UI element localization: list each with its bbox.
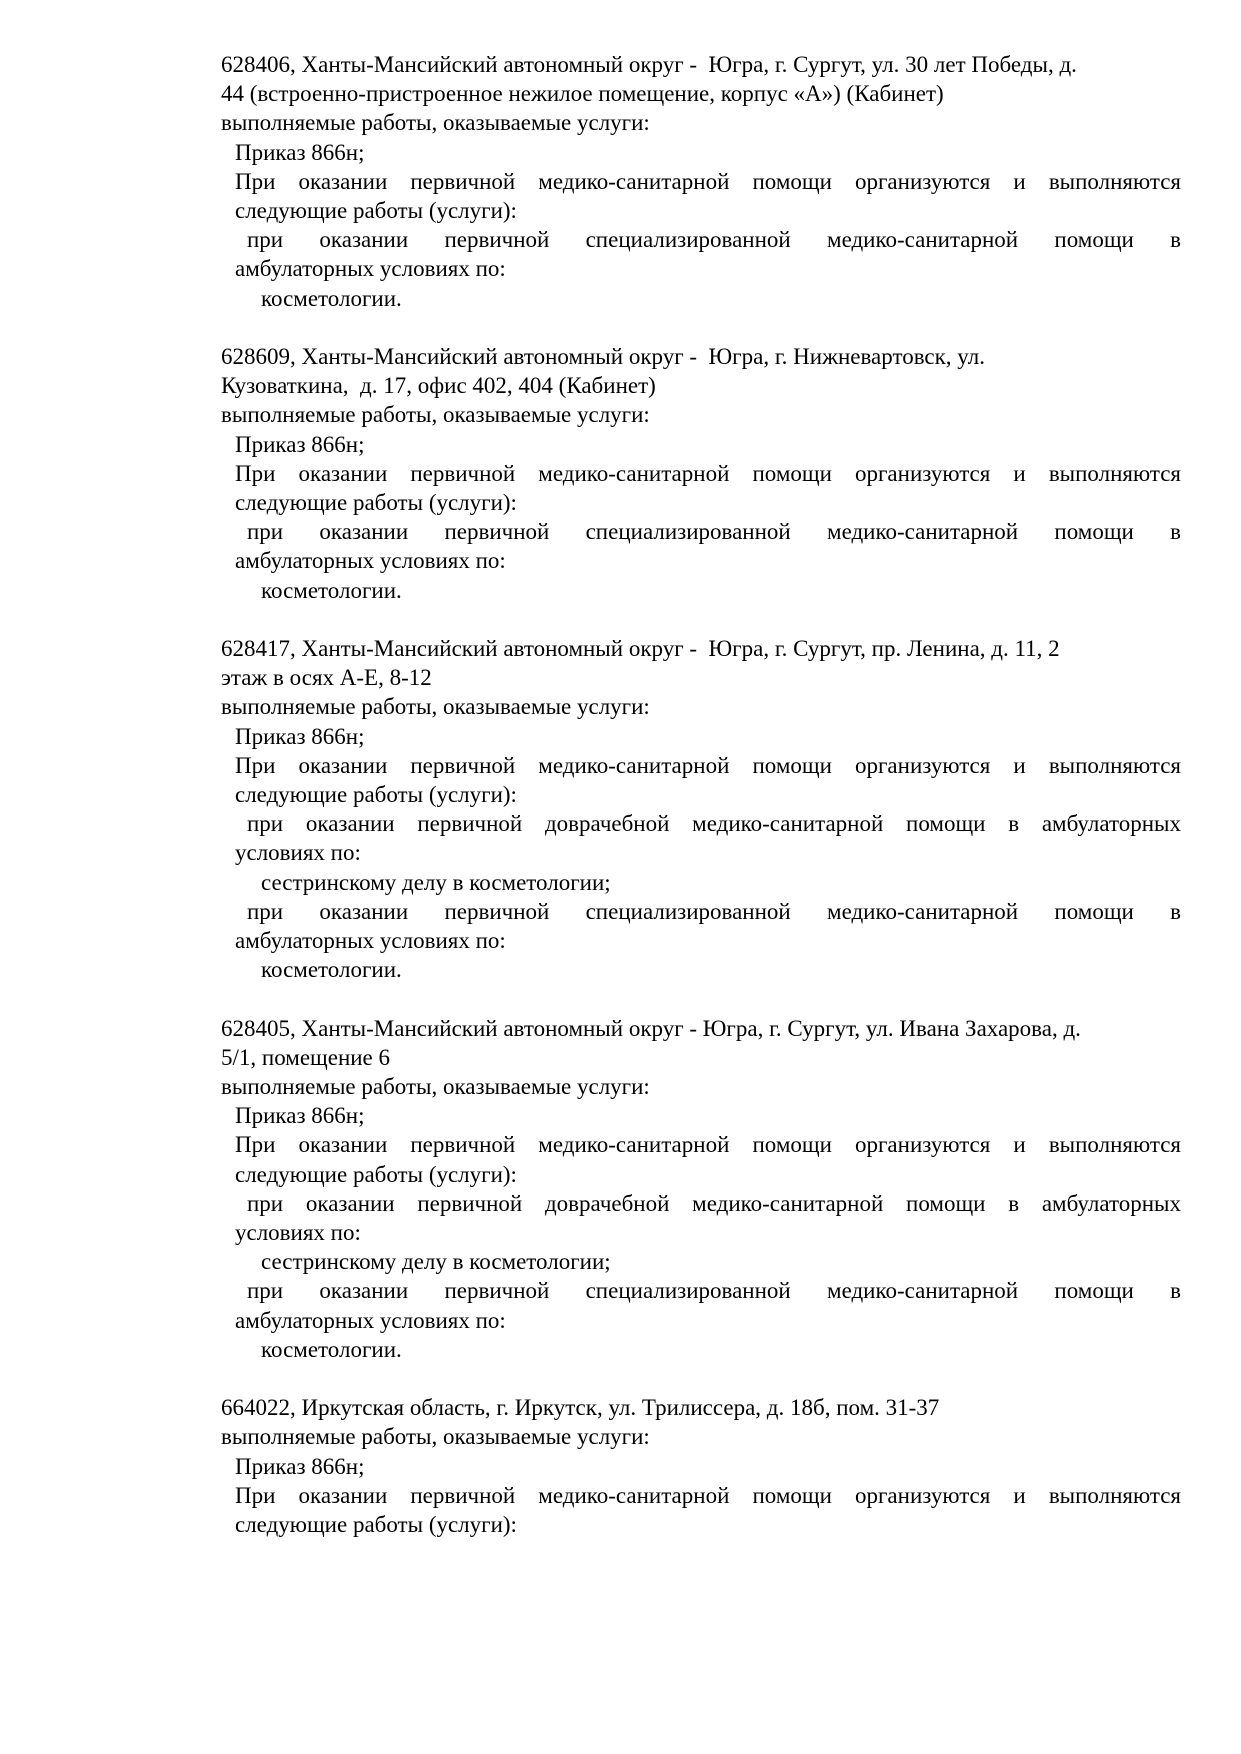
text-line: При оказании первичной медико-санитарной помощи организуются и выполняются [235,460,1181,486]
entries-container [221,50,1181,1539]
text-line: при оказании первичной специализированной медико-санитарной помощи в [247,519,1181,545]
text-line: следующие работы (услуги): [235,782,517,808]
text-line: Приказ 866н; [235,139,365,165]
text-line: выполняемые работы, оказываемые услуги: [221,402,650,428]
text-line: 628417, Ханты-Мансийский автономный округ - Югра, г. Сургут, пр. Ленина, д. 11, 2 [221,636,1060,662]
text-line: следующие работы (услуги): [235,198,517,224]
text-line: При оказании первичной медико-санитарной помощи организуются и выполняются [235,1482,1181,1508]
text-line: 628609, Ханты-Мансийский автономный округ - Югра, г. Нижневартовск, ул. [221,344,986,370]
text-line: косметологии. [261,1336,402,1362]
text-line: Приказ 866н; [235,1103,365,1129]
text-line: 628405, Ханты-Мансийский автономный округ - Югра, г. Сургут, ул. Ивана Захарова, д. [221,1015,1081,1041]
text-line: следующие работы (услуги): [235,490,517,516]
text-line: косметологии. [261,957,402,983]
text-line: амбулаторных условиях по: [235,548,506,574]
text-line: следующие работы (услуги): [235,1161,517,1187]
text-line: следующие работы (услуги): [235,1512,517,1538]
text-line: Кузоваткина, д. 17, офис 402, 404 (Кабинет) [221,373,656,399]
license-entry [221,342,1181,605]
text-line: 628406, Ханты-Мансийский автономный округ - Югра, г. Сургут, ул. 30 лет Победы, д. [221,52,1077,77]
text-line: амбулаторных условиях по: [235,1307,506,1333]
text-line: 5/1, помещение 6 [221,1044,391,1070]
text-line: косметологии. [261,285,402,311]
text-line: косметологии. [261,577,402,603]
text-line: Приказ 866н; [235,431,365,457]
text-line: сестринскому делу в косметологии; [261,1249,611,1275]
text-line: при оказании первичной доврачебной медико-санитарной помощи в амбулаторных [247,811,1181,837]
text-line: условиях по: [235,1220,361,1246]
text-line: этаж в осях А-Е, 8-12 [221,665,432,691]
license-entry [221,50,1181,313]
text-line: условиях по: [235,840,361,866]
text-line: выполняемые работы, оказываемые услуги: [221,1074,650,1100]
text-line: 664022, Иркутская область, г. Иркутск, ул. Трилиссера, д. 18б, пом. 31-37 [221,1395,940,1421]
text-line: при оказании первичной специализированной медико-санитарной помощи в [247,1278,1181,1304]
text-line: амбулаторных условиях по: [235,256,506,282]
license-entry [221,1393,1181,1539]
text-line: при оказании первичной доврачебной медико-санитарной помощи в амбулаторных [247,1190,1181,1216]
text-line: 44 (встроенно-пристроенное нежилое помещение, корпус «А») (Кабинет) [221,81,944,107]
text-line: При оказании первичной медико-санитарной помощи организуются и выполняются [235,168,1181,194]
text-line: При оказании первичной медико-санитарной помощи организуются и выполняются [235,752,1181,778]
text-line: амбулаторных условиях по: [235,928,506,954]
license-entry [221,1014,1181,1364]
text-line: выполняемые работы, оказываемые услуги: [221,110,650,136]
text-line: Приказ 866н; [235,1453,365,1479]
text-line: сестринскому делу в косметологии; [261,869,611,895]
text-line: Приказ 866н; [235,723,365,749]
text-line: при оказании первичной специализированной медико-санитарной помощи в [247,898,1181,924]
text-line: При оказании первичной медико-санитарной помощи организуются и выполняются [235,1132,1181,1158]
text-line: выполняемые работы, оказываемые услуги: [221,1424,650,1450]
text-line: выполняемые работы, оказываемые услуги: [221,694,650,720]
license-entry [221,634,1181,984]
text-line: при оказании первичной специализированной медико-санитарной помощи в [247,227,1181,253]
